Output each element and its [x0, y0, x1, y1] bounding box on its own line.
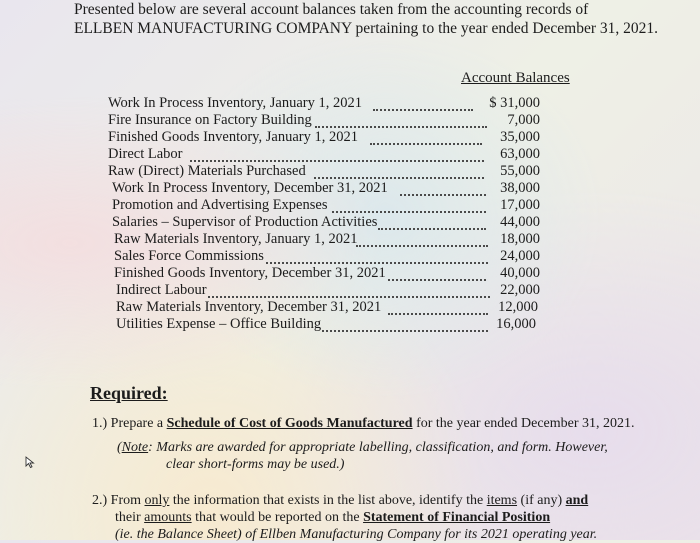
table-row [108, 95, 538, 112]
table-row [114, 231, 544, 248]
row-label: Raw (Direct) Materials Purchased [108, 163, 306, 179]
row-amount: 12,000 [498, 299, 538, 315]
q2-t3: (if any) [520, 493, 563, 508]
row-amount: 22,000 [500, 282, 540, 298]
table-row [114, 265, 544, 282]
dot-leader [373, 95, 473, 111]
table-row [116, 316, 546, 333]
row-label: Raw Materials Inventory, December 31, 2021 [116, 299, 382, 315]
table-row [108, 163, 538, 180]
table-row [108, 129, 538, 146]
q2-number: 2.) [92, 493, 108, 508]
row-label: Work In Process Inventory, December 31, 2021 [112, 180, 388, 196]
dot-leader [208, 282, 490, 298]
table-row [116, 282, 546, 299]
row-label: Raw Materials Inventory, January 1, 2021 [114, 231, 358, 247]
dot-leader [356, 231, 488, 247]
row-amount: 44,000 [500, 214, 540, 230]
row-label: Salaries – Supervisor of Production Activities [112, 214, 378, 230]
q1-suffix: for the year ended December 31, 2021. [416, 416, 635, 431]
intro-line-2: ELLBEN MANUFACTURING COMPANY pertaining to the year ended December 31, 2021. [74, 20, 659, 37]
intro-line-1: Presented below are several account balances taken from the accounting records of [74, 1, 589, 18]
row-label: Finished Goods Inventory, January 1, 2021 [108, 129, 358, 145]
q2-items: items [486, 493, 518, 508]
table-row [112, 197, 542, 214]
question-2-line-3: (ie. the Balance Sheet) of Ellben Manufacturing Company for its 2021 operating year. [115, 527, 598, 542]
table-row [112, 214, 542, 231]
q2-amounts: amounts [144, 510, 192, 525]
row-amount: 40,000 [500, 265, 540, 281]
table-row [108, 112, 538, 129]
mouse-cursor-icon [24, 455, 38, 469]
dot-leader [190, 146, 484, 162]
intro-text [74, 0, 674, 38]
dot-leader [315, 112, 487, 128]
row-amount: 63,000 [500, 146, 540, 162]
row-amount: 55,000 [500, 163, 540, 179]
row-amount: 17,000 [500, 197, 540, 213]
row-label: Utilities Expense – Office Building [116, 316, 322, 332]
note-label: Note [121, 440, 149, 455]
row-label: Sales Force Commissions [114, 248, 264, 264]
row-label: Finished Goods Inventory, December 31, 2021 [114, 265, 386, 281]
required-heading: Required: [90, 383, 168, 403]
row-amount: 18,000 [500, 231, 540, 247]
question-2-line-1 [92, 492, 588, 509]
dot-leader [266, 248, 488, 264]
q1-schedule-title: Schedule of Cost of Goods Manufactured [166, 416, 413, 431]
row-amount: 7,000 [507, 112, 540, 128]
row-label: Work In Process Inventory, January 1, 2021 [108, 95, 363, 111]
q2-t1: From [110, 493, 142, 508]
row-label: Promotion and Advertising Expenses [112, 197, 328, 213]
row-label: Indirect Labour [116, 282, 207, 298]
table-row [114, 248, 544, 265]
q1-number: 1.) [92, 416, 108, 431]
table-row [108, 146, 538, 163]
row-amount: 35,000 [500, 129, 540, 145]
q2-t5: that would be reported on the [195, 510, 360, 525]
row-label: Fire Insurance on Factory Building [108, 112, 312, 128]
account-balances-header: Account Balances [461, 70, 570, 86]
dot-leader [332, 197, 486, 213]
row-amount: 16,000 [496, 316, 536, 332]
q2-sfp: Statement of Financial Position [363, 510, 551, 525]
q2-t4: their [115, 510, 141, 525]
question-1 [92, 415, 635, 432]
q1-prefix: Prepare a [110, 416, 164, 431]
dot-leader [314, 163, 484, 179]
q2-only: only [144, 493, 170, 508]
table-row [116, 299, 546, 316]
q2-t2: the information that exists in the list above, identify the [172, 493, 484, 508]
table-row [112, 180, 542, 197]
dot-leader [370, 129, 482, 145]
q2-and: and [565, 493, 589, 508]
note-line-1: (Note: Marks are awarded for appropriate labelling, classification, and form. However, [117, 440, 608, 455]
question-2-line-2 [115, 509, 550, 526]
row-amount: 24,000 [500, 248, 540, 264]
row-amount: 38,000 [500, 180, 540, 196]
note-text-1: : Marks are awarded for appropriate labelling, classification, and form. However, [148, 440, 608, 455]
note-line-2: clear short-forms may be used.) [166, 457, 345, 472]
dot-leader [322, 316, 488, 332]
row-label: Direct Labor [108, 146, 183, 162]
row-amount: $ 31,000 [489, 95, 540, 111]
